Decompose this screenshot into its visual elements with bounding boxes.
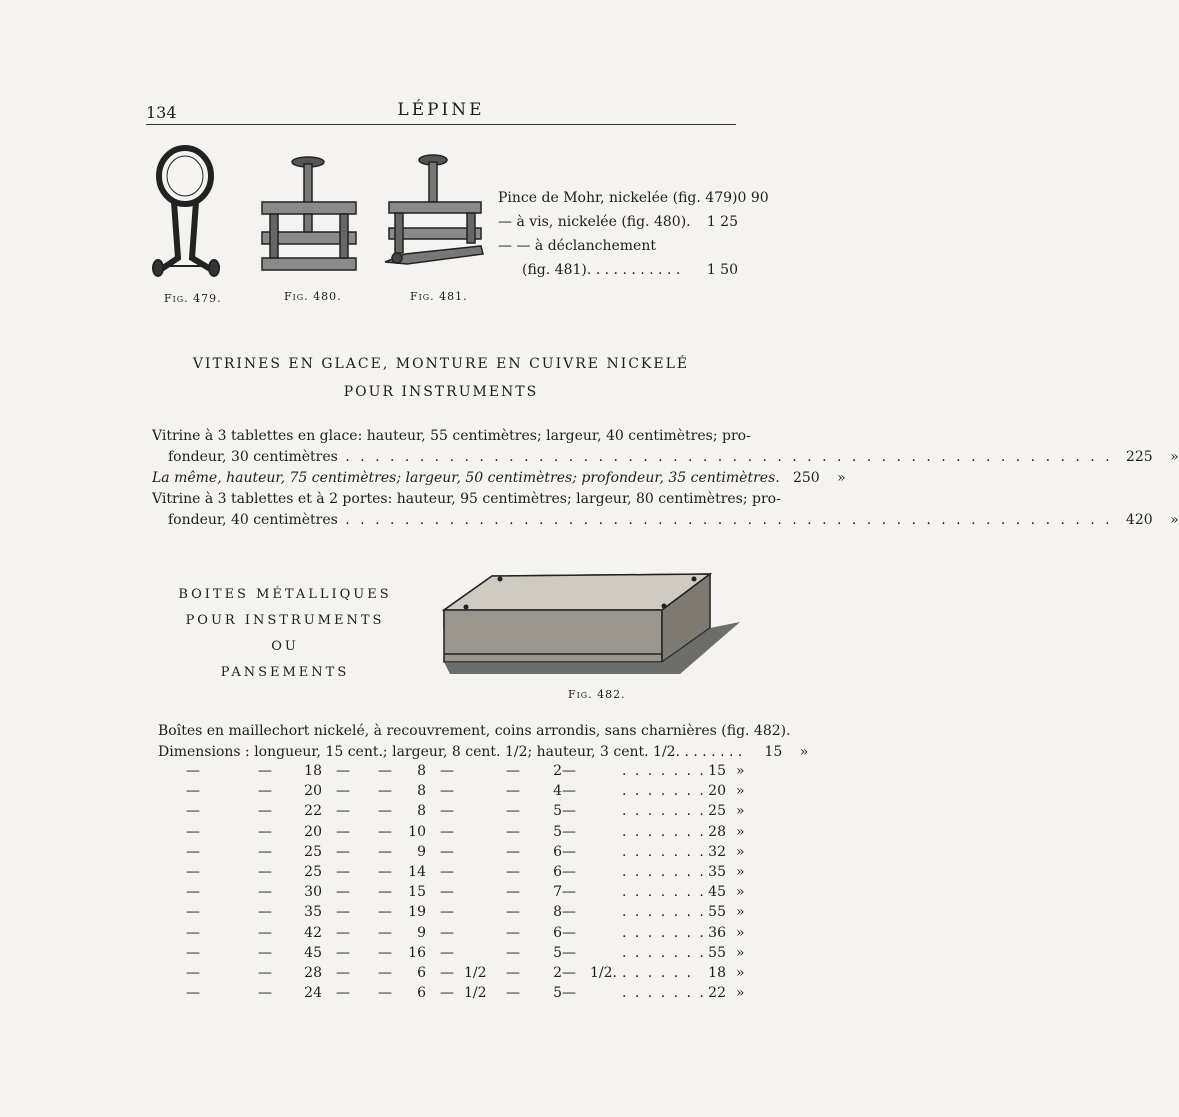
table-row: [158, 763, 748, 783]
ditto-mark: —: [186, 863, 200, 880]
mohr-clamp-479-icon: [153, 148, 220, 276]
currency-mark: »: [799, 744, 809, 760]
height-cell: 5: [553, 985, 562, 1002]
ditto-mark: —: [186, 843, 200, 860]
boites-dims-price: 15: [764, 744, 783, 760]
ditto-mark: —: [186, 985, 200, 1002]
ditto-mark: —: [336, 783, 350, 800]
ditto-mark: —: [258, 803, 272, 820]
ditto-mark: —: [562, 924, 576, 941]
width-cell: 8: [417, 783, 426, 800]
price-cell: 32: [708, 843, 726, 860]
metal-box-482-icon: [440, 570, 742, 685]
pince-price-list: [498, 186, 769, 282]
ditto-mark: —: [258, 884, 272, 901]
page-header: [146, 100, 736, 125]
ditto-mark: —: [562, 823, 576, 840]
dot-leader: . . . . . . .: [622, 884, 706, 901]
ditto-mark: —: [336, 904, 350, 921]
ditto-mark: —: [440, 763, 454, 779]
ditto-mark: —: [336, 944, 350, 961]
ditto-mark: —: [506, 783, 520, 800]
figure-caption-481: Fig. 481.: [410, 290, 468, 303]
ditto-mark: —: [258, 944, 272, 961]
ditto-mark: —: [378, 843, 392, 860]
ditto-mark: —: [186, 924, 200, 941]
ditto-mark: —: [506, 823, 520, 840]
figure-caption-480: Fig. 480.: [284, 290, 342, 303]
currency-mark: »: [736, 944, 745, 961]
length-cell: 28: [304, 964, 322, 981]
ditto-mark: —: [336, 863, 350, 880]
boites-intro: [158, 721, 809, 763]
ditto-mark: —: [562, 944, 576, 961]
currency-mark: »: [736, 823, 745, 840]
ditto-mark: —: [258, 924, 272, 941]
vitrine-text: fondeur, 40 centimètres: [168, 512, 338, 528]
ditto-mark: —: [186, 803, 200, 820]
ditto-mark: —: [336, 884, 350, 901]
dot-leader: . . . . . . .: [622, 904, 706, 921]
ditto-mark: —: [336, 964, 350, 981]
table-row: [158, 824, 748, 844]
width-cell: 10: [408, 823, 426, 840]
vitrines-title: VITRINES EN GLACE, MONTURE EN CUIVRE NICKELÉ: [192, 356, 690, 372]
ditto-mark: —: [336, 763, 350, 779]
ditto-mark: —: [562, 803, 576, 820]
price-cell: 20: [708, 783, 726, 800]
vitrine-line: [152, 468, 846, 489]
table-row: [158, 945, 748, 965]
dot-leader: . . . . . . . . . . . . . . . . . . . . . . . . . . . . . . . . . . . . . . . . . . . . . . . . . . . .: [337, 449, 1113, 465]
width-cell: 9: [417, 843, 426, 860]
figure-caption-479: Fig. 479.: [164, 292, 222, 305]
width-cell: 6: [417, 964, 426, 981]
ditto-mark: —: [562, 985, 576, 1002]
vitrine-price: 250: [792, 470, 820, 486]
price-cell: 22: [708, 985, 726, 1002]
ditto-mark: —: [440, 924, 454, 941]
ditto-mark: —: [186, 763, 200, 779]
ditto-mark: —: [506, 863, 520, 880]
ditto-mark: —: [336, 843, 350, 860]
height-cell: 6: [553, 843, 562, 860]
height-cell: 5: [553, 823, 562, 840]
height-cell: 5: [553, 803, 562, 820]
dot-leader: . . . . . . .: [622, 803, 706, 820]
boites-title-line: POUR INSTRUMENTS: [185, 613, 385, 628]
price-cell: 45: [708, 884, 726, 901]
price-cell: 35: [708, 863, 726, 880]
height-cell: 5: [553, 944, 562, 961]
price-cell: 28: [708, 823, 726, 840]
currency-mark: »: [1170, 449, 1179, 465]
ditto-mark: —: [186, 944, 200, 961]
ditto-mark: —: [440, 843, 454, 860]
ditto-mark: —: [562, 763, 576, 779]
ditto-mark: —: [378, 823, 392, 840]
currency-mark: »: [736, 863, 745, 880]
vitrine-text: fondeur, 30 centimètres: [168, 449, 338, 465]
screw-clamp-480-icon: [262, 157, 356, 270]
table-row: [158, 844, 748, 864]
ditto-mark: —: [440, 863, 454, 880]
ditto-mark: —: [506, 985, 520, 1002]
dot-leader: . . . . . . .: [622, 924, 706, 941]
ditto-mark: —: [440, 904, 454, 921]
pince-row: [498, 258, 738, 282]
pince-label: (fig. 481). . . . . . . . . . .: [522, 262, 681, 278]
height-cell: 4: [553, 783, 562, 800]
ditto-mark: —: [440, 964, 454, 981]
length-cell: 18: [304, 763, 322, 779]
ditto-mark: —: [506, 843, 520, 860]
width-fraction-cell: 1/2: [464, 964, 487, 981]
price-cell: 55: [708, 944, 726, 961]
pince-label: Pince de Mohr, nickelée (fig. 479): [498, 190, 738, 206]
dot-leader: . . . . . .: [622, 964, 693, 981]
ditto-mark: —: [336, 803, 350, 820]
table-row: [158, 803, 748, 823]
dot-leader: . . . . . . .: [622, 863, 706, 880]
ditto-mark: —: [440, 783, 454, 800]
price-cell: 25: [708, 803, 726, 820]
ditto-mark: —: [440, 944, 454, 961]
dot-leader: . . . . . . .: [622, 944, 706, 961]
table-row: [158, 985, 748, 1005]
ditto-mark: —: [378, 985, 392, 1002]
ditto-mark: —: [440, 985, 454, 1002]
vitrines-subtitle: POUR INSTRUMENTS: [343, 384, 539, 400]
ditto-mark: —: [506, 924, 520, 941]
ditto-mark: —: [378, 944, 392, 961]
pince-price: [692, 234, 738, 258]
ditto-mark: —: [186, 904, 200, 921]
pince-label: — — à déclanchement: [498, 238, 656, 254]
width-cell: 19: [408, 904, 426, 921]
clamp-figures: [150, 140, 490, 310]
ditto-mark: —: [258, 783, 272, 800]
height-fraction-cell: 1/2.: [590, 964, 617, 981]
ditto-mark: —: [336, 823, 350, 840]
width-cell: 6: [417, 985, 426, 1002]
length-cell: 45: [304, 944, 322, 961]
width-cell: 14: [408, 863, 426, 880]
height-cell: 2: [553, 964, 562, 981]
dot-leader: . . . . . . .: [622, 985, 706, 1002]
currency-mark: »: [736, 985, 745, 1002]
ditto-mark: —: [440, 803, 454, 820]
ditto-mark: —: [562, 904, 576, 921]
pince-row: [498, 234, 738, 258]
table-row: [158, 864, 748, 884]
dot-leader: . . . . . . .: [622, 843, 706, 860]
table-row: [158, 925, 748, 945]
currency-mark: »: [1170, 512, 1179, 528]
height-cell: 8: [553, 904, 562, 921]
length-cell: 22: [304, 803, 322, 820]
ditto-mark: —: [258, 863, 272, 880]
width-cell: 8: [417, 803, 426, 820]
length-cell: 25: [304, 863, 322, 880]
boites-title-line: BOITES MÉTALLIQUES: [178, 587, 392, 602]
width-cell: 16: [408, 944, 426, 961]
table-row: [158, 783, 748, 803]
ditto-mark: —: [186, 823, 200, 840]
currency-mark: »: [736, 924, 745, 941]
ditto-mark: —: [378, 964, 392, 981]
metal-box-figure: [440, 570, 742, 701]
vitrine-line: [152, 510, 1179, 531]
ditto-mark: —: [506, 803, 520, 820]
vitrine-text: Vitrine à 3 tablettes en glace: hauteur, 55 centimètres; largeur, 40 centimètres; pro-: [152, 428, 751, 444]
ditto-mark: —: [186, 964, 200, 981]
currency-mark: »: [736, 803, 745, 820]
ditto-mark: —: [258, 964, 272, 981]
ditto-mark: —: [440, 884, 454, 901]
vitrine-text-content: La même, hauteur, 75 centimètres; largeur, 50 centimètres; profondeur, 35 centimètres.: [152, 470, 780, 486]
dot-leader: . . . . . . .: [622, 763, 706, 779]
dot-leader: . . . . . . . . . . . . . . . . . . . . . . . . . . . . . . . . . . . . . . . . . . . . . . . . . . . .: [337, 512, 1113, 528]
ditto-mark: —: [440, 823, 454, 840]
length-cell: 20: [304, 823, 322, 840]
ditto-mark: —: [506, 763, 520, 779]
vitrine-price: 225: [1125, 449, 1153, 465]
ditto-mark: —: [506, 944, 520, 961]
width-cell: 15: [408, 884, 426, 901]
boites-dimensions-table: [158, 763, 748, 1005]
ditto-mark: —: [506, 884, 520, 901]
ditto-mark: —: [258, 843, 272, 860]
ditto-mark: —: [506, 964, 520, 981]
ditto-mark: —: [186, 884, 200, 901]
ditto-mark: —: [378, 783, 392, 800]
price-cell: 55: [708, 904, 726, 921]
boites-title-line: OU: [271, 639, 299, 654]
pince-label: — à vis, nickelée (fig. 480).: [498, 214, 691, 230]
price-cell: 18: [708, 964, 726, 981]
page-number: 134: [146, 103, 177, 122]
ditto-mark: —: [562, 964, 576, 981]
pince-price: 1 25: [706, 214, 738, 230]
ditto-mark: —: [378, 904, 392, 921]
vitrine-line: [152, 489, 781, 510]
figure-caption-482: Fig. 482.: [568, 688, 626, 701]
ditto-mark: —: [378, 884, 392, 901]
ditto-mark: —: [258, 985, 272, 1002]
vitrine-price: 420: [1125, 512, 1153, 528]
height-cell: 2: [553, 763, 562, 779]
height-cell: 7: [553, 884, 562, 901]
running-title: LÉPINE: [397, 100, 485, 120]
length-cell: 20: [304, 783, 322, 800]
width-cell: 9: [417, 924, 426, 941]
price-cell: 36: [708, 924, 726, 941]
currency-mark: »: [736, 904, 745, 921]
ditto-mark: —: [258, 763, 272, 779]
ditto-mark: —: [378, 763, 392, 779]
boites-dims-line: [158, 742, 809, 763]
ditto-mark: —: [378, 803, 392, 820]
length-cell: 42: [304, 924, 322, 941]
height-cell: 6: [553, 924, 562, 941]
vitrine-line: [152, 426, 751, 447]
vitrine-line: [152, 447, 1179, 468]
height-cell: 6: [553, 863, 562, 880]
boites-intro-line: [158, 721, 791, 742]
release-clamp-481-icon: [385, 155, 483, 264]
pince-price: 1 50: [706, 262, 738, 278]
table-row: [158, 904, 748, 924]
boites-title-line: PANSEMENTS: [220, 665, 350, 680]
width-fraction-cell: 1/2: [464, 985, 487, 1002]
length-cell: 25: [304, 843, 322, 860]
pince-price: 0 90: [737, 190, 769, 206]
dot-leader: . . . . . . .: [622, 783, 706, 800]
vitrines-list: [152, 426, 1179, 531]
mohr-clamp-illustrations: [150, 140, 490, 290]
currency-mark: »: [736, 964, 745, 981]
length-cell: 30: [304, 884, 322, 901]
currency-mark: »: [736, 884, 745, 901]
currency-mark: »: [736, 763, 745, 779]
ditto-mark: —: [258, 823, 272, 840]
ditto-mark: —: [506, 904, 520, 921]
ditto-mark: —: [378, 863, 392, 880]
ditto-mark: —: [258, 904, 272, 921]
ditto-mark: —: [562, 783, 576, 800]
ditto-mark: —: [378, 924, 392, 941]
price-cell: 15: [708, 763, 726, 779]
length-cell: 35: [304, 904, 322, 921]
ditto-mark: —: [336, 924, 350, 941]
table-row: [158, 884, 748, 904]
currency-mark: »: [837, 470, 846, 486]
vitrine-text: Vitrine à 3 tablettes et à 2 portes: hauteur, 95 centimètres; largeur, 80 centimètres; pro-: [152, 491, 781, 507]
currency-mark: »: [736, 783, 745, 800]
boites-intro-text: Boîtes en maillechort nickelé, à recouvrement, coins arrondis, sans charnières (fig. 482).: [158, 723, 791, 739]
pince-row: [498, 210, 738, 234]
ditto-mark: —: [186, 783, 200, 800]
width-cell: 8: [417, 763, 426, 779]
vitrine-text: [152, 468, 780, 489]
currency-mark: »: [736, 843, 745, 860]
boites-dims-text: Dimensions : longueur, 15 cent.; largeur, 8 cent. 1/2; hauteur, 3 cent. 1/2. . . . . . . .: [158, 744, 743, 760]
boites-title: [160, 582, 410, 686]
dot-leader: . . . . . . .: [622, 823, 706, 840]
ditto-mark: —: [562, 863, 576, 880]
table-row: [158, 965, 748, 985]
pince-row: [498, 186, 769, 210]
ditto-mark: —: [562, 884, 576, 901]
ditto-mark: —: [336, 985, 350, 1002]
length-cell: 24: [304, 985, 322, 1002]
ditto-mark: —: [562, 843, 576, 860]
